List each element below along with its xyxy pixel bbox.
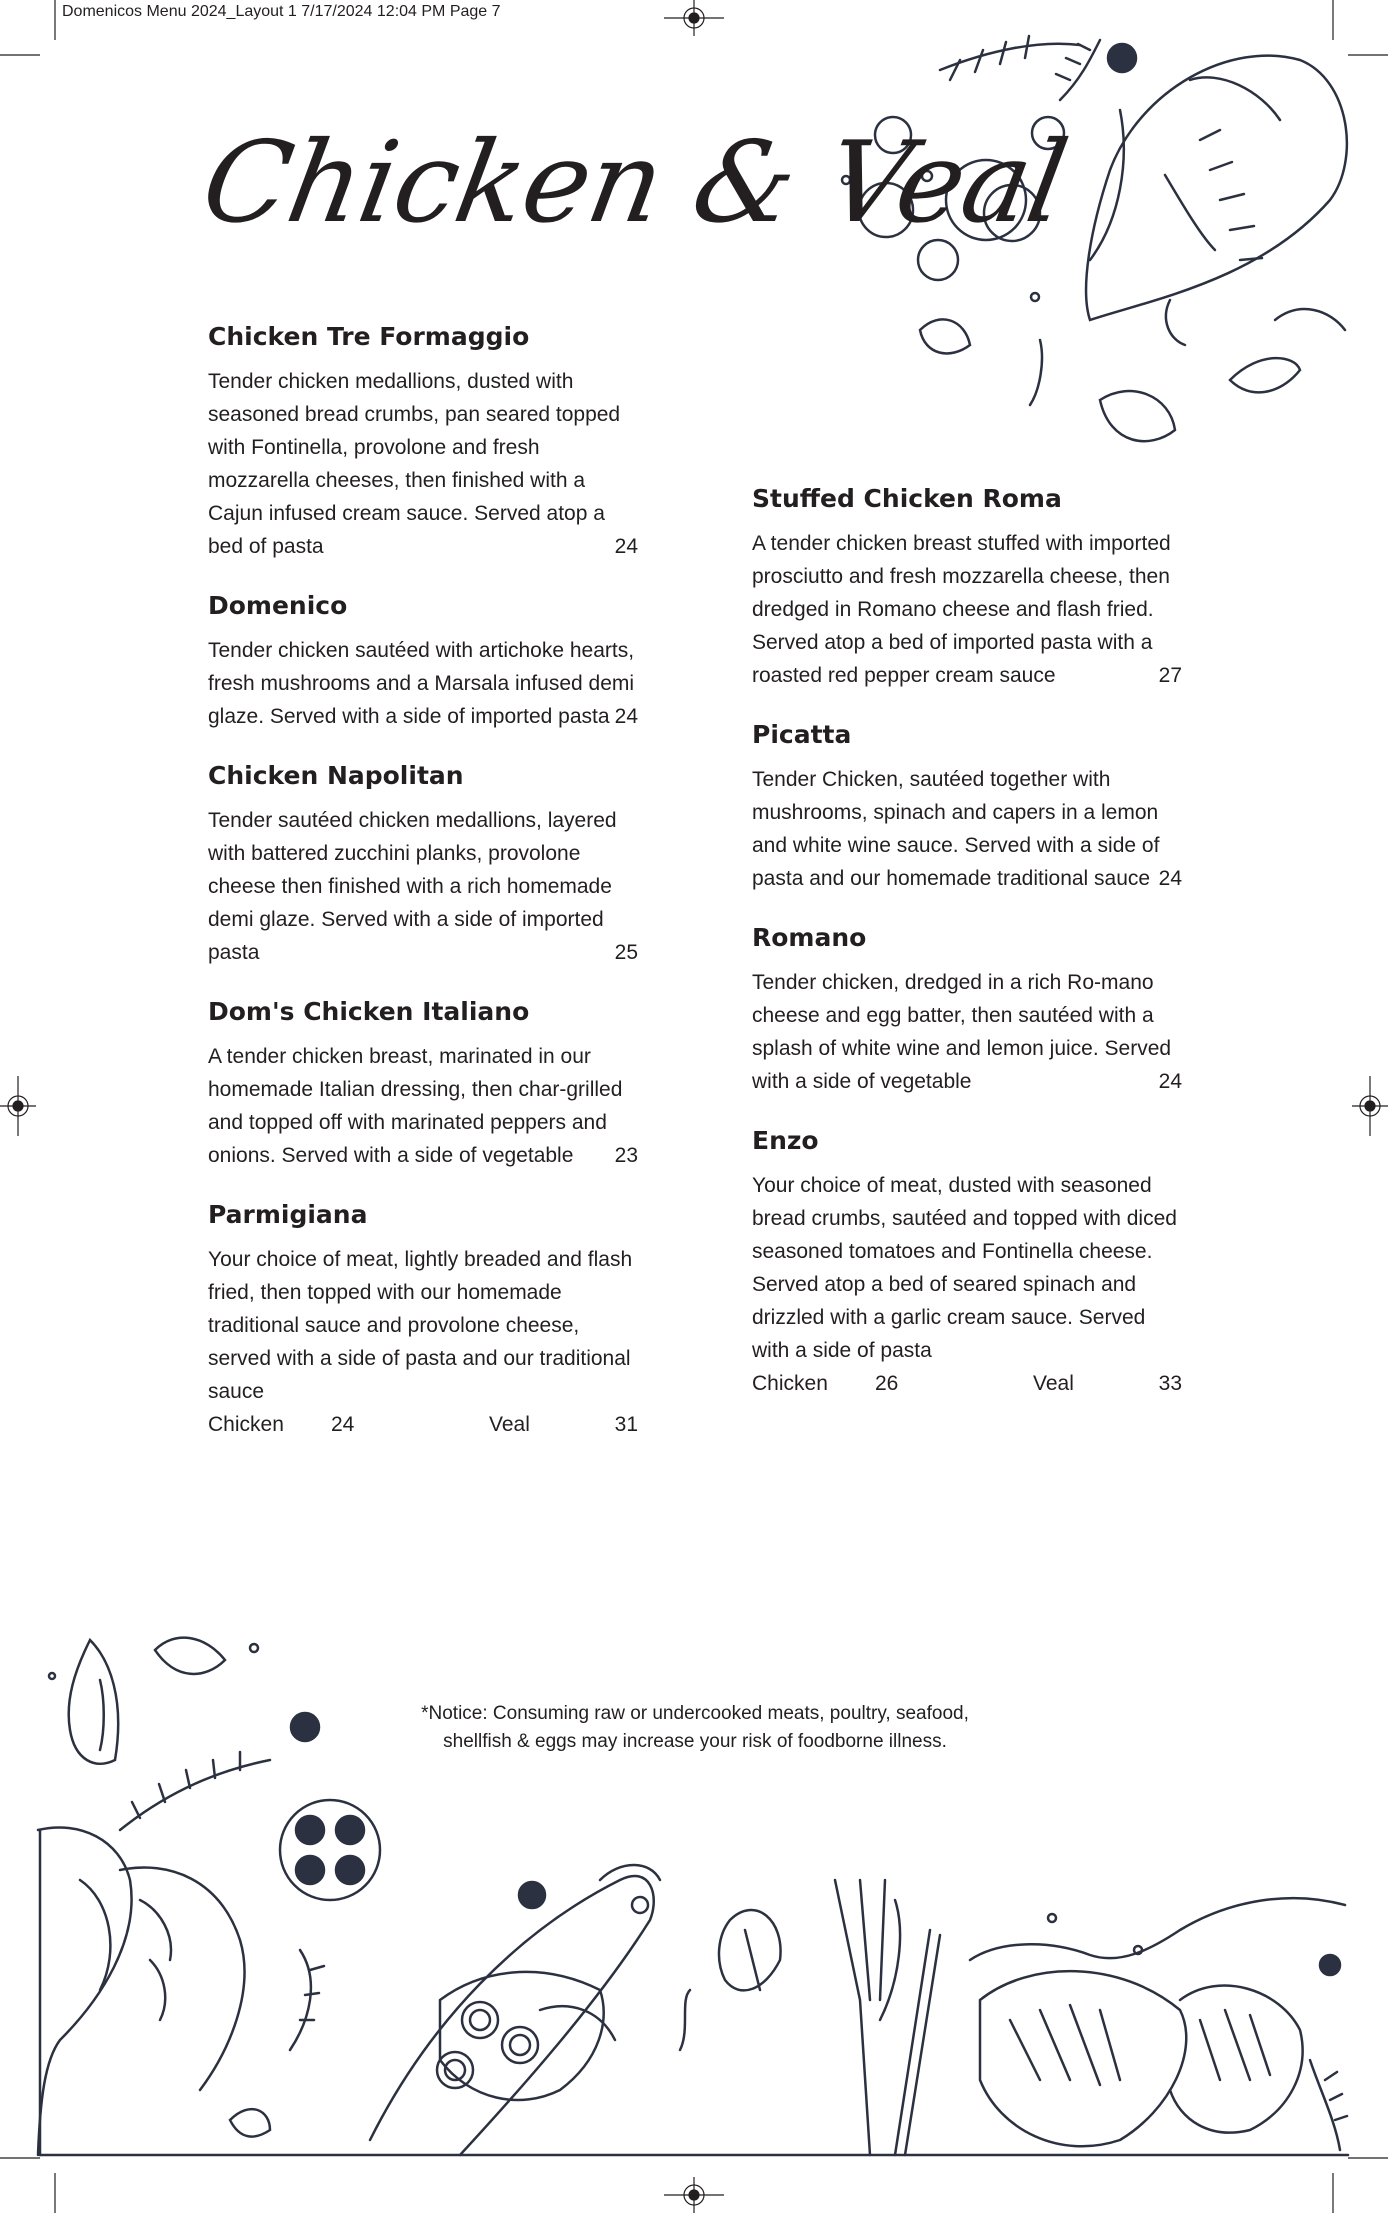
menu-item (208, 591, 638, 733)
description-text: Tender chicken medallions, dusted with seasoned bread crumbs, pan seared topped with Fontinella, provolone and fresh mozzarella cheeses, then finished with a Cajun infused cream sauce. Served atop a bed of pasta (208, 370, 621, 558)
menu-item-price: 23 (614, 1144, 638, 1167)
menu-item-price: 25 (614, 941, 638, 964)
notice-line-2: shellfish & eggs may increase your risk of foodborne illness. (443, 1731, 947, 1752)
menu-item-name: Romano (752, 923, 867, 952)
chicken-price: 26 (875, 1372, 899, 1395)
menu-item (752, 923, 1182, 1098)
foodborne-illness-notice (330, 1700, 1060, 1756)
menu-item-description (752, 763, 1182, 895)
menu-item-description (208, 804, 638, 969)
description-text: A tender chicken breast, marinated in our homemade Italian dressing, then char-grilled and topped off with marinated peppers and onions. Served with a side of vegetable (208, 1045, 623, 1167)
menu-item (752, 484, 1182, 692)
menu-item-description (752, 527, 1182, 692)
notice-line-1: *Notice: Consuming raw or undercooked meats, poultry, seafood, (421, 1703, 969, 1724)
veal-price: 33 (1158, 1372, 1182, 1395)
print-slug: Domenicos Menu 2024_Layout 1 7/17/2024 12:04 PM Page 7 (62, 3, 501, 20)
menu-item (208, 761, 638, 969)
menu-item-description (752, 966, 1182, 1098)
menu-item-description (752, 1169, 1182, 1367)
section-title: Chicken & Veal (193, 118, 1076, 248)
description-text: Your choice of meat, lightly breaded and flash fried, then topped with our homemade traditional sauce and provolone cheese, served with a side of pasta and our traditional sauce (208, 1248, 633, 1403)
veal-label: Veal (1033, 1372, 1074, 1395)
menu-item-price: 24 (1158, 1070, 1182, 1093)
menu-item (208, 997, 638, 1172)
menu-item-name: Chicken Tre Formaggio (208, 322, 530, 351)
menu-item-name: Domenico (208, 591, 348, 620)
menu-item-name: Picatta (752, 720, 852, 749)
menu-item-description (208, 1040, 638, 1172)
meat-price-row (208, 1408, 638, 1441)
menu-column-left (208, 322, 638, 1469)
description-text: Your choice of meat, dusted with seasoned bread crumbs, sautéed and topped with diced seasoned tomatoes and Fontinella cheese. Served atop a bed of seared spinach and drizzled with a garlic cream sauce. Served with a side of pasta (752, 1174, 1177, 1362)
description-text: Tender chicken sautéed with artichoke hearts, fresh mushrooms and a Marsala infused demi glaze. Served with a side of imported pasta (208, 639, 635, 728)
menu-item (208, 322, 638, 563)
description-text: Tender sautéed chicken medallions, layered with battered zucchini planks, provolone cheese then finished with a rich homemade demi glaze. Served with a side of imported pasta (208, 809, 617, 964)
meat-price-row (752, 1367, 1182, 1400)
chicken-price: 24 (331, 1413, 355, 1436)
menu-item-name: Dom's Chicken Italiano (208, 997, 530, 1026)
description-text: Tender Chicken, sautéed together with mushrooms, spinach and capers in a lemon and white wine sauce. Served with a side of pasta and our homemade traditional sauce (752, 768, 1160, 890)
menu-item (752, 1126, 1182, 1400)
menu-item-name: Chicken Napolitan (208, 761, 464, 790)
menu-item-name: Enzo (752, 1126, 819, 1155)
menu-item-description (208, 365, 638, 563)
description-text: A tender chicken breast stuffed with imported prosciutto and fresh mozzarella cheese, then dredged in Romano cheese and flash fried. Served atop a bed of imported pasta with a roasted red pepper cream sauce (752, 532, 1171, 687)
menu-item-price: 24 (614, 705, 638, 728)
menu-item-price: 24 (614, 535, 638, 558)
menu-item-description (208, 1243, 638, 1408)
menu-item-price: 24 (1158, 867, 1182, 890)
menu-item (208, 1200, 638, 1441)
veal-label: Veal (489, 1413, 530, 1436)
menu-item (752, 720, 1182, 895)
menu-item-name: Stuffed Chicken Roma (752, 484, 1062, 513)
menu-column-right (752, 484, 1182, 1428)
chicken-label: Chicken (752, 1372, 828, 1395)
menu-item-name: Parmigiana (208, 1200, 368, 1229)
veal-price: 31 (614, 1413, 638, 1436)
description-text: Tender chicken, dredged in a rich Ro-mano cheese and egg batter, then sautéed with a splash of white wine and lemon juice. Served with a side of vegetable (752, 971, 1172, 1093)
chicken-label: Chicken (208, 1413, 284, 1436)
menu-item-description (208, 634, 638, 733)
menu-item-price: 27 (1158, 664, 1182, 687)
